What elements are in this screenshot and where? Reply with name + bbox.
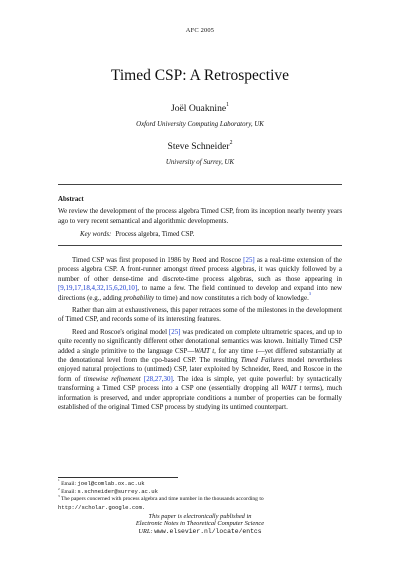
paragraph-2: Rather than aim at exhaustiveness, this paper retraces some of the milestones in the development of Timed CSP, and records some of its interesting features. <box>58 306 342 324</box>
body-text <box>58 256 342 416</box>
footnote-2: $^2$ Email: s.schneider@surrey.ac.uk <box>58 486 158 496</box>
footnote-rule <box>58 477 178 478</box>
paragraph-1: Timed CSP was first proposed in 1986 by Reed and Roscoe [25] as a real-time extension of the process algebra CSP. A front-runner amongst timed process algebras, it was quickly followed by a number of other dense-time and discrete-time process algebras, such as those appearing in [9,19,17,18,4,32,15,6,20,10], to name a few. The field continued to develop and expand into new directions (e.g., adding probability to time) and now constitutes a rich body of knowledge.$^3$ <box>58 256 342 302</box>
publication-notice <box>0 513 400 535</box>
author-1-mark: 1 <box>226 101 230 108</box>
author-2-affiliation: University of Surrey, UK <box>165 159 235 166</box>
keywords-label: Key words: <box>80 231 112 238</box>
notice-line-2: Electronic Notes in Theoretical Computer Science <box>135 520 265 528</box>
running-header: AFC 2005 <box>185 27 215 34</box>
author-1-affiliation: Oxford University Computing Laboratory, UK <box>136 121 264 128</box>
citation-link[interactable]: [9,19,17,18,4,32,15,6,20,10] <box>58 284 138 293</box>
abstract-top-rule <box>58 184 342 185</box>
email-address[interactable]: joel@comlab.ox.ac.uk <box>77 480 145 487</box>
email-address[interactable]: s.schneider@surrey.ac.uk <box>77 488 158 496</box>
abstract-text: We review the development of the process algebra Timed CSP, from its inception nearly twenty years ago to very recent semantical and algorithmic developments. <box>58 207 343 225</box>
publisher-url[interactable]: www.elsevier.nl/locate/entcs <box>154 527 262 535</box>
notice-line-1: This paper is electronically published in <box>148 513 252 520</box>
author-2-name: Steve Schneider <box>167 141 230 152</box>
footnotes <box>58 477 342 512</box>
footnote-url[interactable]: http://scholar.google.com. <box>58 503 146 511</box>
abstract-heading: Abstract <box>58 196 84 203</box>
paragraph-3: Reed and Roscoe's original model [25] was predicated on complete ultrametric spaces, and up to quite recently no significantly different other denotational semantics was known. Initially Timed CSP added a single primitive to the language CSP—WAIT t, for any time t—yet differed substantially at the denotational level from the cpo-based CSP. The resulting Timed Failures model nevertheless enjoyed natural projections to (untimed) CSP, later exploited by Schneider, Reed, and Roscoe in the form of timewise refinement [28,27,30]. The idea is simple, yet quite powerful: by syntactically transforming a Timed CSP process into a CSP one (essentially dropping all WAIT t terms), much information is preserved, and under appropriate conditions a number of properties can be formally established of the original Timed CSP process by studying its untimed counterpart. <box>58 327 342 412</box>
paper-title: Timed CSP: A Retrospective <box>110 67 290 84</box>
keywords <box>80 231 194 238</box>
citation-link[interactable]: [25] <box>168 327 181 336</box>
author-1 <box>0 103 400 114</box>
footnote-3: $^3$ The papers concerned with process algebra and time number in the thousands according to http://scholar.google.com. <box>58 493 264 511</box>
footnote-3-link[interactable]: 3 <box>308 291 311 297</box>
citation-link[interactable]: [25] <box>243 256 255 264</box>
author-2-mark: 2 <box>229 139 233 146</box>
author-1-name: Joël Ouaknine <box>170 103 227 114</box>
citation-link[interactable]: [28,27,30] <box>143 374 173 383</box>
notice-url-line: URL: www.elsevier.nl/locate/entcs <box>138 527 262 535</box>
footnote-1: $^1$ Email: joel@comlab.ox.ac.uk <box>58 478 145 487</box>
keywords-text: Process algebra, Timed CSP. <box>115 231 195 238</box>
abstract-bottom-rule <box>58 245 342 246</box>
author-2 <box>0 141 400 152</box>
